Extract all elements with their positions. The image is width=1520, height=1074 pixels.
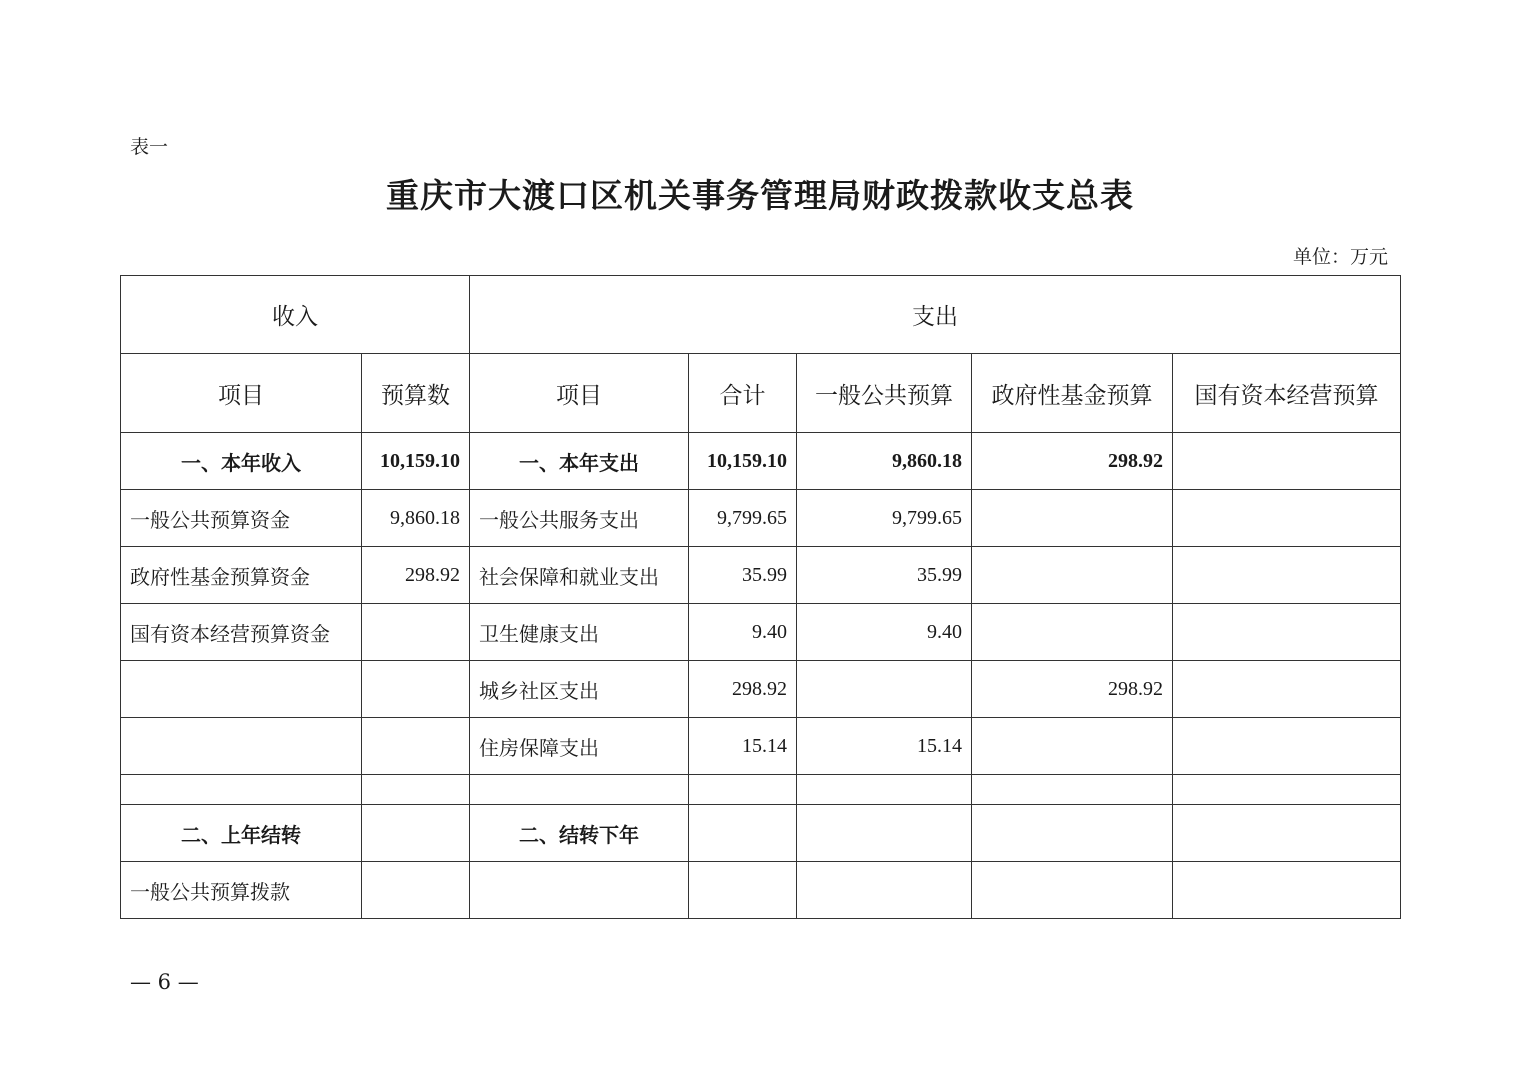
expense-item: 二、结转下年	[470, 805, 689, 862]
table-row	[121, 805, 1401, 862]
income-item: 一般公共预算拨款	[121, 862, 362, 919]
expense-gov-fund	[972, 547, 1173, 604]
expense-item: 社会保障和就业支出	[470, 547, 689, 604]
income-amount	[362, 718, 470, 775]
income-item: 政府性基金预算资金	[121, 547, 362, 604]
header-income-item: 项目	[121, 354, 362, 433]
expense-item: 一、本年支出	[470, 433, 689, 490]
expense-gov-fund	[972, 718, 1173, 775]
header-state-capital-budget: 国有资本经营预算	[1173, 354, 1401, 433]
expense-item: 住房保障支出	[470, 718, 689, 775]
income-amount	[362, 661, 470, 718]
income-amount: 9,860.18	[362, 490, 470, 547]
expense-state-capital	[1173, 862, 1401, 919]
page-title: 重庆市大渡口区机关事务管理局财政拨款收支总表	[386, 176, 1134, 215]
income-item	[121, 718, 362, 775]
expense-gov-fund	[972, 862, 1173, 919]
expense-state-capital	[1173, 805, 1401, 862]
table-row	[121, 775, 1401, 805]
header-gov-fund-budget: 政府性基金预算	[972, 354, 1173, 433]
header-expense-item: 项目	[470, 354, 689, 433]
table-row	[121, 433, 1401, 490]
income-amount: 298.92	[362, 547, 470, 604]
income-item: 国有资本经营预算资金	[121, 604, 362, 661]
expense-gov-fund	[972, 775, 1173, 805]
table-row	[121, 661, 1401, 718]
expense-gov-fund	[972, 604, 1173, 661]
header-income: 收入	[121, 276, 470, 354]
header-budget-amount: 预算数	[362, 354, 470, 433]
expense-item: 卫生健康支出	[470, 604, 689, 661]
table-subheader-row	[121, 354, 1401, 433]
expense-state-capital	[1173, 661, 1401, 718]
income-item	[121, 775, 362, 805]
expense-total: 15.14	[689, 718, 797, 775]
unit-label: 单位：万元	[1292, 246, 1388, 268]
income-amount	[362, 604, 470, 661]
expense-total: 298.92	[689, 661, 797, 718]
page-number: — 6 —	[130, 970, 199, 994]
expense-general: 35.99	[797, 547, 972, 604]
expense-state-capital	[1173, 718, 1401, 775]
expense-gov-fund	[972, 490, 1173, 547]
income-amount	[362, 862, 470, 919]
expense-general	[797, 775, 972, 805]
table-row	[121, 604, 1401, 661]
expense-total: 9,799.65	[689, 490, 797, 547]
expense-gov-fund: 298.92	[972, 661, 1173, 718]
expense-gov-fund: 298.92	[972, 433, 1173, 490]
expense-total: 35.99	[689, 547, 797, 604]
expense-total: 10,159.10	[689, 433, 797, 490]
expense-total	[689, 775, 797, 805]
table-row	[121, 490, 1401, 547]
expense-general: 9.40	[797, 604, 972, 661]
expense-item	[470, 862, 689, 919]
income-item: 一、本年收入	[121, 433, 362, 490]
expense-state-capital	[1173, 547, 1401, 604]
expense-general: 9,799.65	[797, 490, 972, 547]
expense-item: 城乡社区支出	[470, 661, 689, 718]
table-header-row	[121, 276, 1401, 354]
table-row	[121, 547, 1401, 604]
expense-item: 一般公共服务支出	[470, 490, 689, 547]
header-total: 合计	[689, 354, 797, 433]
header-expense: 支出	[470, 276, 1401, 354]
expense-general	[797, 862, 972, 919]
table-row	[121, 862, 1401, 919]
expense-state-capital	[1173, 775, 1401, 805]
budget-summary-table	[120, 275, 1401, 919]
header-general-budget: 一般公共预算	[797, 354, 972, 433]
expense-state-capital	[1173, 433, 1401, 490]
expense-state-capital	[1173, 604, 1401, 661]
expense-item	[470, 775, 689, 805]
income-amount: 10,159.10	[362, 433, 470, 490]
table-row	[121, 718, 1401, 775]
expense-general: 9,860.18	[797, 433, 972, 490]
table-label: 表一	[130, 136, 169, 158]
expense-general	[797, 805, 972, 862]
expense-total: 9.40	[689, 604, 797, 661]
income-amount	[362, 805, 470, 862]
expense-state-capital	[1173, 490, 1401, 547]
expense-gov-fund	[972, 805, 1173, 862]
income-item	[121, 661, 362, 718]
income-item: 二、上年结转	[121, 805, 362, 862]
income-item: 一般公共预算资金	[121, 490, 362, 547]
expense-total	[689, 862, 797, 919]
expense-general: 15.14	[797, 718, 972, 775]
expense-general	[797, 661, 972, 718]
expense-total	[689, 805, 797, 862]
income-amount	[362, 775, 470, 805]
